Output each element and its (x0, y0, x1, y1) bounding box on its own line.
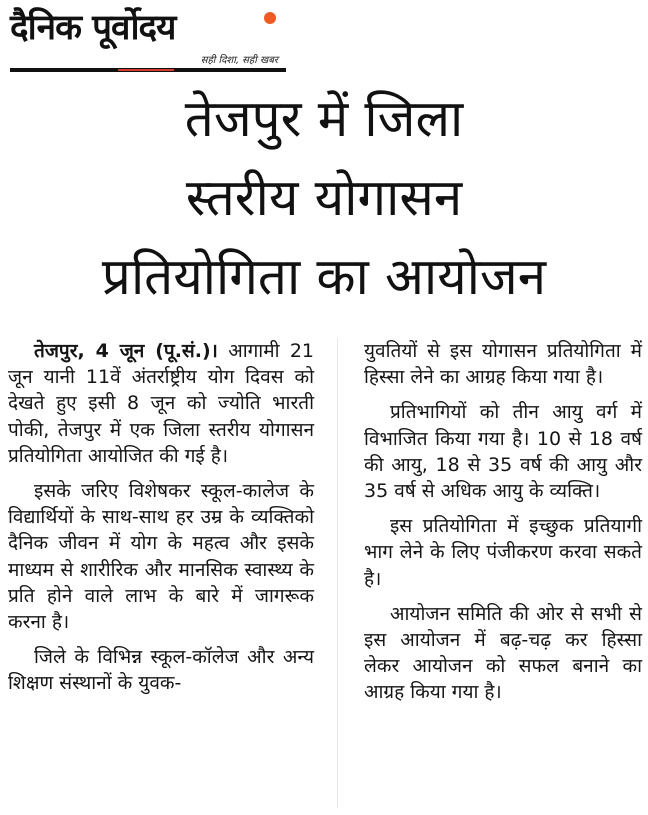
article-paragraph-2: इसके जरिए विशेषकर स्कूल-कालेज के विद्यार्थियों के साथ-साथ हर उम्र के व्यक्तिको दैनिक जीवन में योग के महत्व और इसके माध्यम से शारीरिक और मानसिक स्वास्थ्य के प्रति होने वाले लाभ के बारे में जागरूक करना है। (8, 480, 314, 634)
masthead (10, 6, 286, 72)
article-paragraph-3-end: युवतियों से इस योगासन प्रतियोगिता में हिस्सा लेने का आग्रह किया गया है। (364, 340, 642, 389)
newspaper-tagline: सही दिशा, सही खबर (200, 55, 278, 66)
article-paragraph-3-start: जिले के विभिन्न स्कूल-कॉलेज और अन्य शिक्षण संस्थानों के युवक- (8, 646, 314, 695)
article-column-left (8, 338, 314, 706)
newspaper-name: दैनिक पूर्वोदय (10, 8, 176, 48)
dateline: तेजपुर, 4 जून (पू.सं.)। (34, 340, 218, 362)
article-paragraph-1 (8, 338, 314, 469)
headline-line-2: स्तरीय योगासन (185, 169, 463, 228)
headline-line-3: प्रतियोगिता का आयोजन (101, 248, 547, 307)
article-paragraph-5: इस प्रतियोगिता में इच्छुक प्रतियागी भाग लेने के लिए पंजीकरण करवा सकते है। (364, 515, 642, 590)
article-paragraph-4: प्रतिभागियों को तीन आयु वर्ग में विभाजित किया गया है। 10 से 18 वर्ष की आयु, 18 से 35 वर्ष की आयु और 35 वर्ष से अधिक आयु के व्यक्ति। (364, 401, 642, 503)
column-divider (337, 338, 338, 808)
article-paragraph-6: आयोजन समिति की ओर से सभी से इस आयोजन में बढ़-चढ़ कर हिस्सा लेकर आयोजन को सफल बनाने का आग्रह किया गया है। (364, 602, 642, 704)
article-headline (0, 80, 648, 317)
masthead-underline-accent (118, 69, 174, 71)
masthead-sun-dot (264, 12, 276, 24)
article-column-right (364, 338, 642, 715)
paragraph-1-body: आगामी 21 जून यानी 11वें अंतर्राष्ट्रीय योग दिवस को देखते हुए इसी 8 जून को ज्योति भारती पोकी, तेजपुर में एक जिला स्तरीय योगासन प्रतियोगिता आयोजित की गई है। (8, 340, 314, 467)
headline-line-1: तेजपुर में जिला (184, 90, 464, 149)
